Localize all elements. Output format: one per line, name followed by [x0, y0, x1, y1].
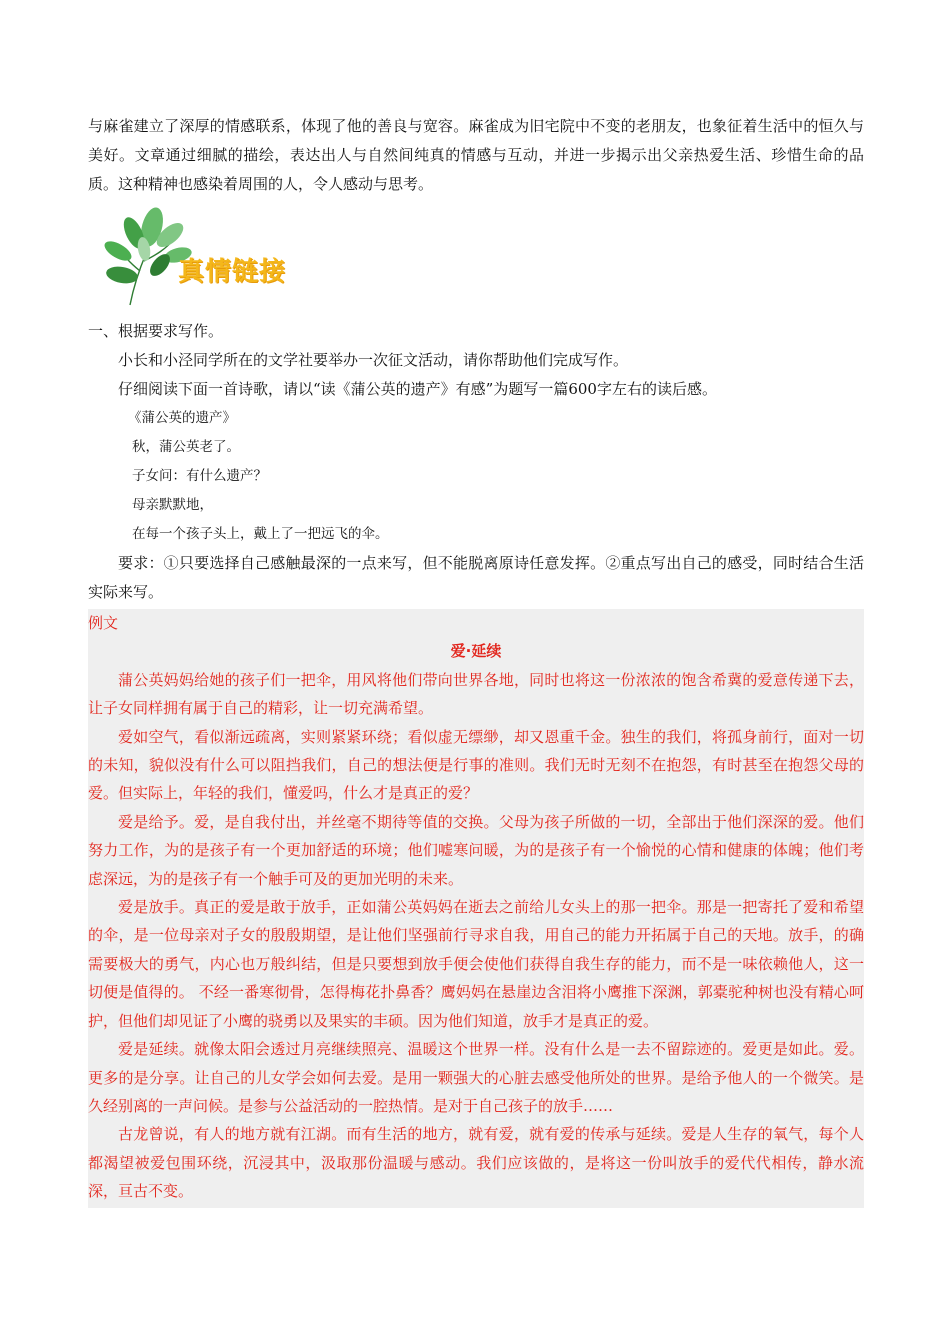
- example-essay: [88, 609, 864, 1208]
- section-title: 真情链接: [178, 257, 287, 287]
- task-requirement: 要求：①只要选择自己感触最深的一点来写，但不能脱离原诗任意发挥。②重点写出自己的感受，同时结合生活实际来写。: [88, 554, 864, 601]
- essay-paragraph: 爱是放手。真正的爱是敢于放手，正如蒲公英妈妈在逝去之前给儿女头上的那一把伞。那是一把寄托了爱和希望的伞，是一位母亲对子女的殷殷期望，是让他们坚强前行寻求自我，用自己的能力开拓属于自己的天地。放手，的确需要极大的勇气，内心也万般纠结，但是只要想到放手便会使他们获得自我生存的能力，而不是一味依赖他人，这一切便是值得的。 不经一番寒彻骨，怎得梅花扑鼻香？鹰妈妈在悬崖边含泪将小鹰推下深渊，郭橐驼种树也没有精心呵护，但他们却见证了小鹰的骁勇以及果实的丰硕。因为他们知道，放手才是真正的爱。: [88, 898, 864, 1030]
- poem-title: 《蒲公英的遗产》: [128, 410, 236, 426]
- poem-line: 在每一个孩子头上，戴上了一把远飞的伞。: [132, 526, 389, 542]
- poem: [88, 404, 864, 549]
- poem-line: 母亲默默地，: [132, 497, 213, 513]
- essay-paragraph: 爱如空气，看似渐远疏离，实则紧紧环绕；看似虚无缥缈，却又恩重千金。独生的我们，将孤身前行，面对一切的未知，貌似没有什么可以阻挡我们，自己的想法便是行事的准则。我们无时无刻不在抱怨，有时甚至在抱怨父母的爱。但实际上，年轻的我们，懂爱吗，什么才是真正的爱？: [88, 727, 864, 803]
- task-heading: 一、根据要求写作。: [88, 322, 224, 340]
- intro-section: [88, 112, 864, 199]
- poem-line: 秋，蒲公英老了。: [132, 439, 240, 455]
- example-label: 例文: [88, 614, 119, 632]
- document-page: [88, 112, 864, 1208]
- task-line-1: 小长和小泾同学所在的文学社要举办一次征文活动，请你帮助他们完成写作。: [118, 351, 629, 369]
- poem-line: 子女问：有什么遗产？: [132, 468, 267, 484]
- section-header: [88, 205, 864, 317]
- essay-paragraph: 蒲公英妈妈给她的孩子们一把伞，用风将他们带向世界各地，同时也将这一份浓浓的饱含希冀的爱意传递下去，让子女同样拥有属于自己的精彩，让一切充满希望。: [88, 670, 864, 718]
- essay-paragraph: 古龙曾说，有人的地方就有江湖。而有生活的地方，就有爱，就有爱的传承与延续。爱是人生存的氧气，每个人都渴望被爱包围环绕，沉浸其中，汲取那份温暖与感动。我们应该做的，是将这一份叫放手的爱代代相传，静水流深，亘古不变。: [88, 1125, 864, 1201]
- essay-paragraph: 爱是给予。爱，是自我付出，并丝毫不期待等值的交换。父母为孩子所做的一切，全部出于他们深深的爱。他们努力工作，为的是孩子有一个更加舒适的环境；他们嘘寒问暖，为的是孩子有一个愉悦的心情和健康的体魄；他们考虑深远，为的是孩子有一个触手可及的更加光明的未来。: [88, 812, 864, 888]
- essay-title: 爱·延续: [450, 642, 502, 661]
- intro-paragraph: 与麻雀建立了深厚的情感联系，体现了他的善良与宽容。麻雀成为旧宅院中不变的老朋友，也象征着生活中的恒久与美好。文章通过细腻的描绘，表达出人与自然间纯真的情感与互动，并进一步揭示出父亲热爱生活、珍惜生命的品质。这种精神也感染着周围的人，令人感动与思考。: [88, 117, 864, 193]
- task-line-2: 仔细阅读下面一首诗歌，请以“读《蒲公英的遗产》有感”为题写一篇600字左右的读后感。: [118, 380, 717, 398]
- essay-paragraph: 爱是延续。就像太阳会透过月亮继续照亮、温暖这个世界一样。没有什么是一去不留踪迹的。爱更是如此。爱。更多的是分享。让自己的儿女学会如何去爱。是用一颗强大的心脏去感受他所处的世界。是给予他人的一个微笑。是久经别离的一声问候。是参与公益活动的一腔热情。是对于自己孩子的放手……: [88, 1040, 864, 1115]
- writing-task: [88, 317, 864, 607]
